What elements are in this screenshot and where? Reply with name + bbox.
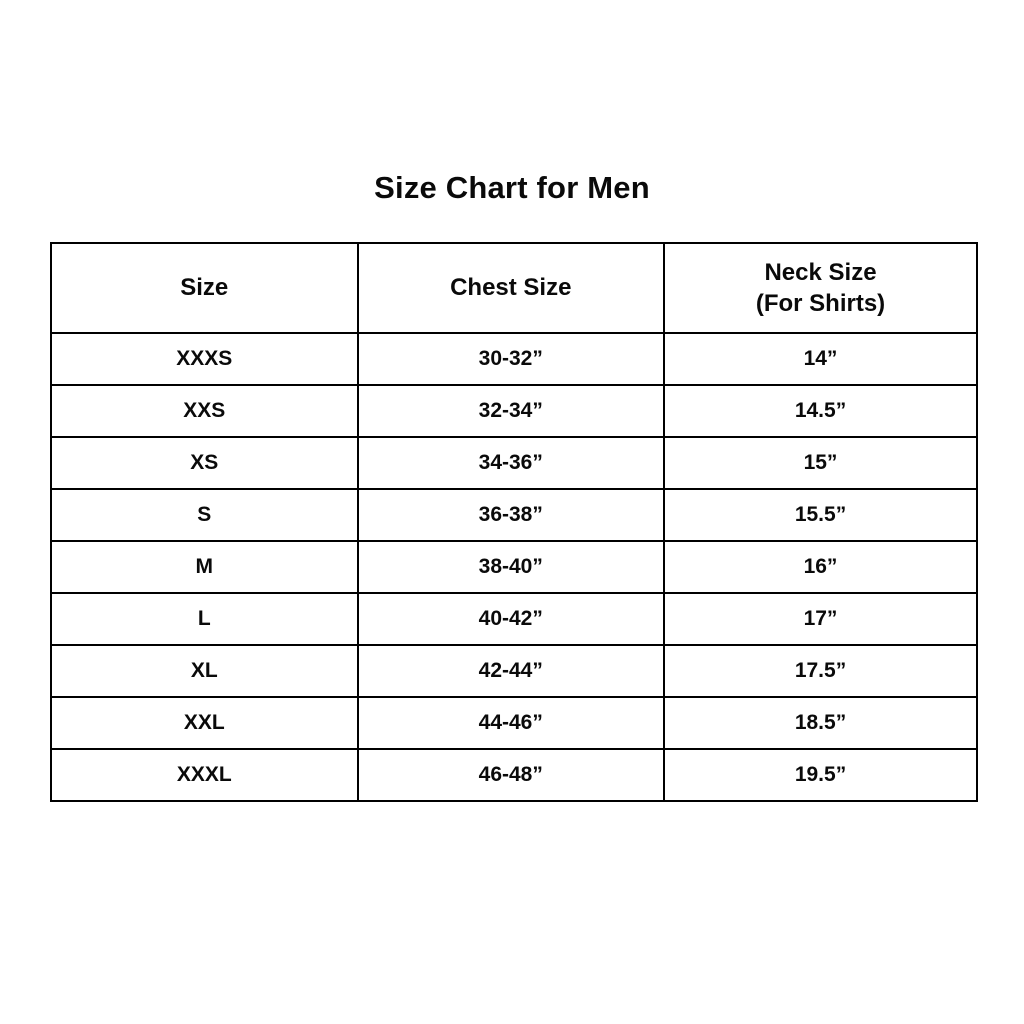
table-row [51, 489, 977, 541]
table-header [51, 243, 977, 333]
size-cell: XXS [51, 385, 358, 437]
neck-size-cell: 14.5” [664, 385, 977, 437]
header-cell-size [51, 243, 358, 333]
header-label: Neck Size [764, 258, 877, 286]
neck-size-cell: 15” [664, 437, 977, 489]
size-cell: L [51, 593, 358, 645]
table-row [51, 437, 977, 489]
size-cell: XL [51, 645, 358, 697]
chest-size-cell: 36-38” [358, 489, 665, 541]
header-row [51, 243, 977, 333]
table-row [51, 593, 977, 645]
size-cell: XS [51, 437, 358, 489]
chest-size-cell: 32-34” [358, 385, 665, 437]
size-cell: M [51, 541, 358, 593]
table-body [51, 333, 977, 801]
neck-size-cell: 16” [664, 541, 977, 593]
table-row [51, 749, 977, 801]
size-cell: XXXS [51, 333, 358, 385]
size-cell: S [51, 489, 358, 541]
chest-size-cell: 30-32” [358, 333, 665, 385]
neck-size-cell: 19.5” [664, 749, 977, 801]
table-row [51, 541, 977, 593]
table-row [51, 645, 977, 697]
chest-size-cell: 44-46” [358, 697, 665, 749]
table-row [51, 697, 977, 749]
header-cell-neck-size [664, 243, 977, 333]
size-chart-table [50, 242, 978, 802]
header-cell-chest-size [358, 243, 665, 333]
page-title: Size Chart for Men [374, 170, 650, 205]
neck-size-cell: 14” [664, 333, 977, 385]
neck-size-cell: 17.5” [664, 645, 977, 697]
chest-size-cell: 34-36” [358, 437, 665, 489]
size-cell: XXL [51, 697, 358, 749]
chest-size-cell: 42-44” [358, 645, 665, 697]
header-sublabel: (For Shirts) [755, 290, 886, 317]
size-cell: XXXL [51, 749, 358, 801]
header-label: Size [180, 274, 229, 302]
table-row [51, 333, 977, 385]
table-row [51, 385, 977, 437]
neck-size-cell: 15.5” [664, 489, 977, 541]
chest-size-cell: 38-40” [358, 541, 665, 593]
neck-size-cell: 17” [664, 593, 977, 645]
chest-size-cell: 40-42” [358, 593, 665, 645]
chest-size-cell: 46-48” [358, 749, 665, 801]
header-label: Chest Size [450, 274, 572, 302]
neck-size-cell: 18.5” [664, 697, 977, 749]
